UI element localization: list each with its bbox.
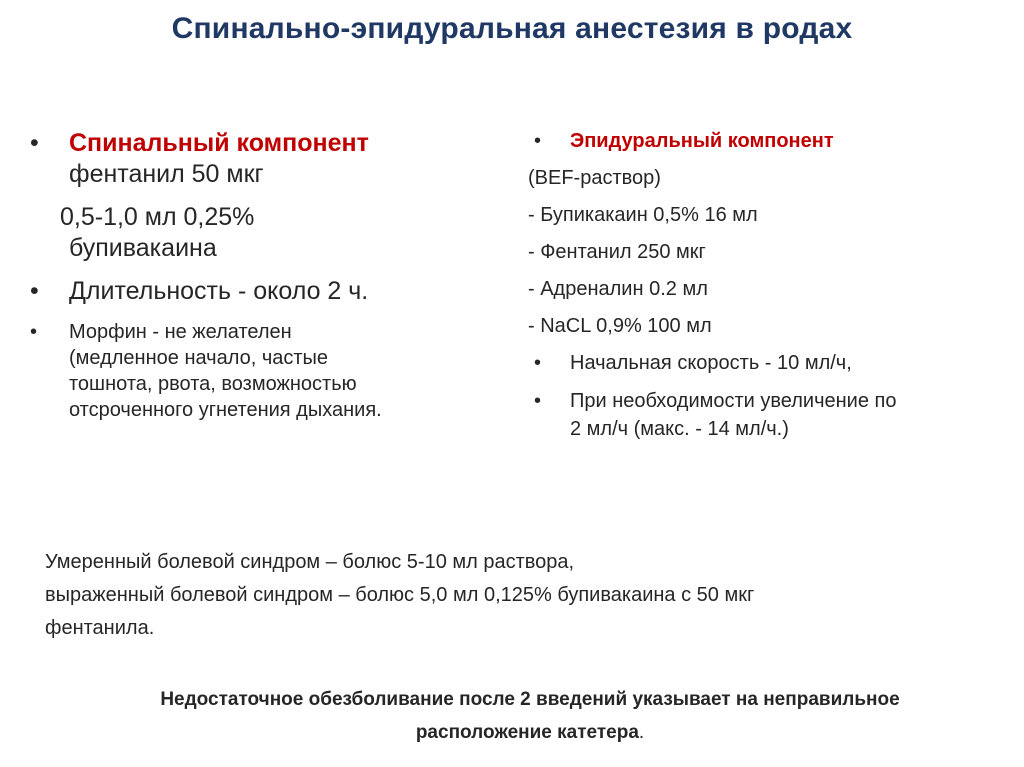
increase-item <box>528 387 1018 443</box>
warning-text: расположение катетера <box>415 722 639 743</box>
slide-title: Спинально-эпидуральная анестезия в родах <box>171 12 853 45</box>
warning-line-2 <box>60 716 1000 749</box>
morphine-line: (медленное начало, частые <box>69 347 329 369</box>
bullet: • <box>30 277 39 305</box>
spinal-bupivacaine-name: бупивакаина <box>69 234 217 262</box>
spinal-fentanyl: фентанил 50 мкг <box>69 160 264 188</box>
morphine-line: тошнота, рвота, возможностью <box>69 373 357 395</box>
bolus-line: фентанила. <box>45 617 155 639</box>
morphine-line: Морфин - не желателен <box>69 321 292 343</box>
start-rate-text: Начальная скорость - 10 мл/ч, <box>570 352 852 374</box>
bolus-line: Умеренный болевой синдром – болюс 5-10 мл раствора, <box>45 551 575 573</box>
bolus-notes <box>45 546 1005 645</box>
start-rate-item <box>528 350 1018 376</box>
epidural-item: - Адреналин 0.2 мл <box>528 278 708 300</box>
bullet: • <box>534 352 542 374</box>
epidural-heading-item <box>528 128 1018 154</box>
bolus-line: выраженный болевой синдром – болюс 5,0 мл 0,125% бупивакаина с 50 мкг <box>45 584 755 606</box>
epidural-heading: Эпидуральный компонент <box>570 130 834 152</box>
morphine-line: отсроченного угнетения дыхания. <box>69 399 382 421</box>
epidural-item: - Бупикакаин 0,5% 16 мл <box>528 204 758 226</box>
bullet: • <box>30 129 39 157</box>
spinal-column <box>30 128 500 423</box>
spinal-bupivacaine-dose: 0,5-1,0 мл 0,25% <box>60 203 255 231</box>
warning-period: . <box>638 722 645 743</box>
spinal-bupivacaine <box>30 202 500 264</box>
bullet: • <box>534 390 542 412</box>
duration-text: Длительность - около 2 ч. <box>69 277 369 305</box>
epidural-item: - Фентанил 250 мкг <box>528 241 706 263</box>
duration-item <box>30 276 500 307</box>
increase-line: При необходимости увеличение по <box>570 390 897 412</box>
catheter-warning <box>60 683 1000 749</box>
spinal-heading: Спинальный компонент <box>69 129 369 157</box>
epidural-item: - NaCL 0,9% 100 мл <box>528 315 712 337</box>
morphine-item <box>30 319 500 423</box>
bullet: • <box>30 321 38 343</box>
epidural-column <box>528 128 1018 443</box>
spinal-component-item <box>30 128 500 190</box>
bullet: • <box>534 130 542 152</box>
bef-solution: (BEF-раствор) <box>528 167 661 189</box>
warning-line: Недостаточное обезболивание после 2 введений указывает на неправильное <box>160 689 900 710</box>
increase-line: 2 мл/ч (макс. - 14 мл/ч.) <box>570 418 789 440</box>
